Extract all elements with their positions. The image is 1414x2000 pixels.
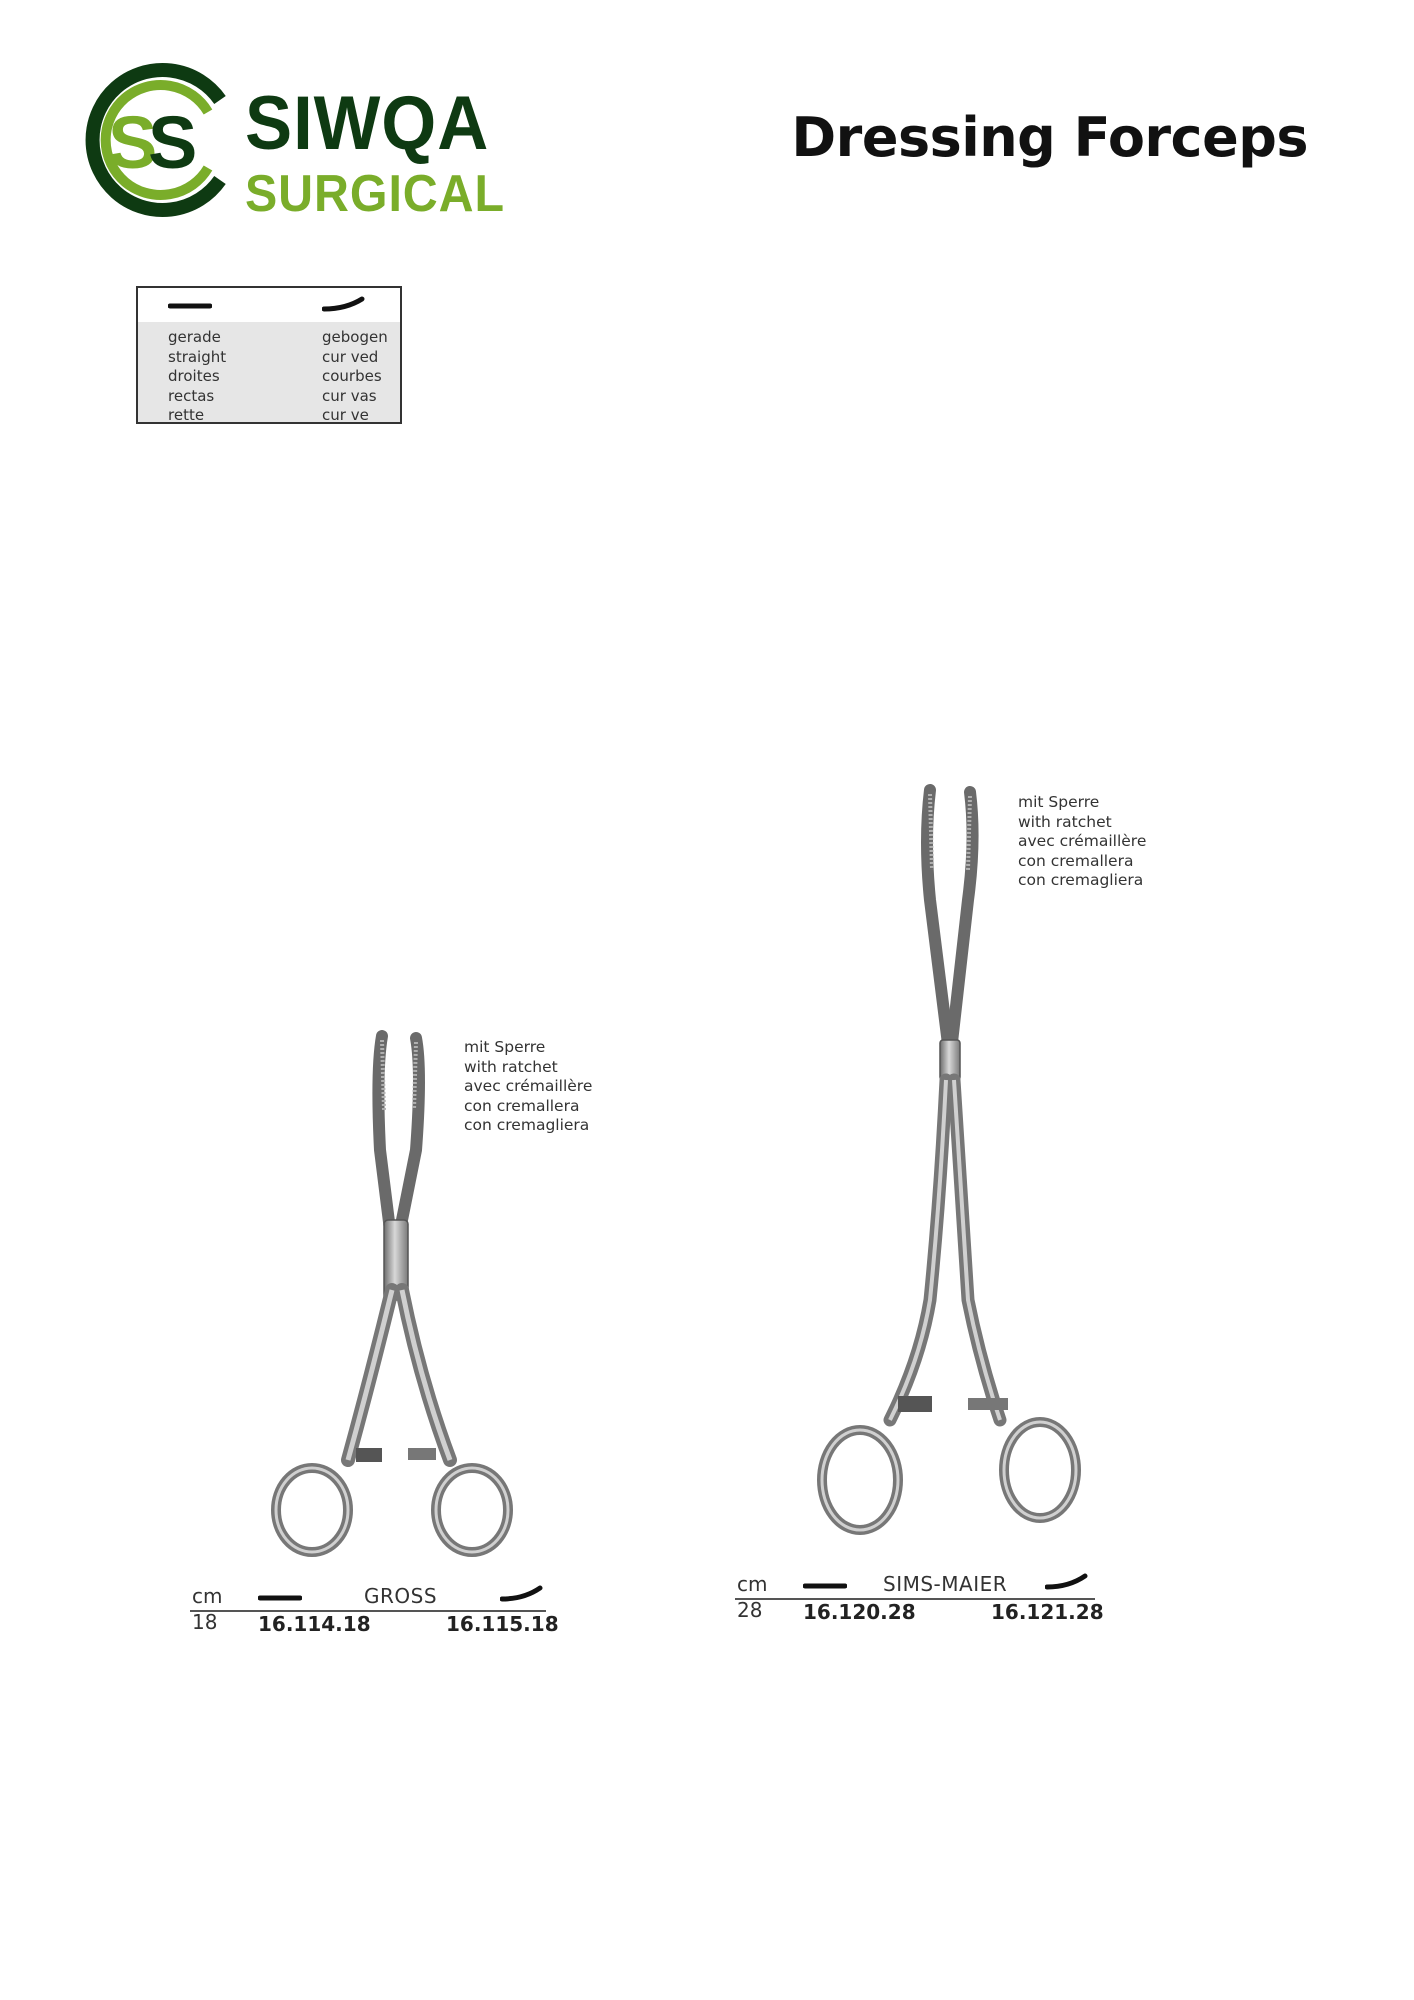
legend-term: gebogen [322, 328, 388, 346]
brand-name: SIWQA [245, 81, 490, 166]
note-line: avec crémaillère [1018, 832, 1147, 850]
sims-maier-spec-row [735, 1572, 1104, 1628]
legend-header [138, 288, 400, 324]
note-line: avec crémaillère [464, 1077, 593, 1095]
note-line: with ratchet [464, 1057, 558, 1076]
straight-code: 16.114.18 [258, 1612, 371, 1636]
straight-dash-icon [258, 1592, 302, 1604]
note-line: mit Sperre [464, 1038, 546, 1056]
straight-dash-icon [168, 299, 212, 313]
note-line: with ratchet [1018, 812, 1112, 831]
ss-logo-mark-icon [80, 60, 240, 220]
legend-curved-terms [322, 328, 388, 426]
legend-body [138, 322, 400, 422]
gross-notes [464, 1038, 592, 1136]
curved-dash-icon [322, 294, 366, 314]
legend-term: rette [168, 406, 205, 424]
curved-dash-icon [1045, 1572, 1089, 1592]
legend-term: cur ve [322, 406, 369, 424]
unit-label: cm [192, 1584, 223, 1608]
legend-box [136, 286, 402, 424]
brand-logo [80, 60, 505, 230]
sims-maier-notes [1018, 793, 1146, 891]
curved-dash-icon [500, 1584, 544, 1604]
curved-code: 16.115.18 [446, 1612, 559, 1636]
curved-code: 16.121.28 [991, 1600, 1104, 1624]
sims-maier-forceps-image [790, 780, 1100, 1550]
legend-term: rectas [168, 386, 215, 405]
note-line: con cremagliera [1018, 871, 1144, 889]
page-title: Dressing Forceps [791, 106, 1308, 169]
note-line: con cremallera [464, 1096, 580, 1115]
product-name: GROSS [364, 1584, 438, 1608]
size-value: 28 [737, 1598, 763, 1622]
legend-term: cur ved [322, 347, 379, 366]
svg-text:S: S [108, 101, 158, 184]
product-name: SIMS-MAIER [883, 1572, 1008, 1596]
svg-text:S: S [148, 101, 198, 184]
unit-label: cm [737, 1572, 768, 1596]
note-line: mit Sperre [1018, 793, 1100, 811]
legend-term: cur vas [322, 386, 377, 405]
brand-subname: SURGICAL [245, 165, 505, 223]
gross-spec-row [190, 1584, 559, 1640]
size-value: 18 [192, 1610, 218, 1634]
straight-dash-icon [803, 1580, 847, 1592]
straight-code: 16.120.28 [803, 1600, 916, 1624]
legend-term: courbes [322, 367, 382, 385]
legend-term: straight [168, 347, 227, 366]
legend-term: gerade [168, 328, 221, 346]
note-line: con cremallera [1018, 851, 1134, 870]
note-line: con cremagliera [464, 1116, 590, 1134]
legend-straight-terms [168, 328, 226, 426]
legend-term: droites [168, 367, 220, 385]
